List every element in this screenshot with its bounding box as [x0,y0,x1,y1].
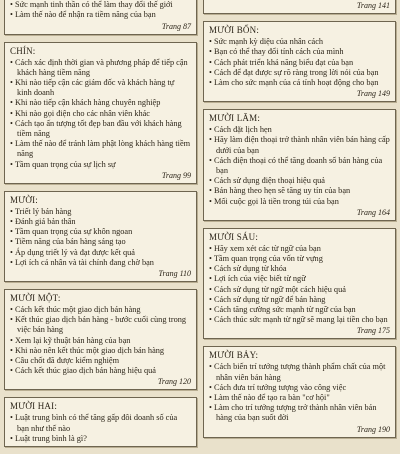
chapter-item: • Khi nào gọi điện cho các nhân viên khác [10,109,191,119]
page-number: Trang 87 [10,22,191,32]
page-number: Trang 141 [209,1,390,11]
chapter-item: • Lợi ích của việc biết từ ngữ [209,274,390,284]
chapter-item: • Tầm quan trọng của sự lịch sự [10,160,191,170]
chapter-box [4,42,197,184]
chapter-heading: MƯỜI SÁU: [209,232,390,243]
chapter-item: • Cách kết thúc một giao dịch bán hàng [10,305,191,315]
chapter-item: • Bán hàng theo hẹn sẽ tăng uy tín của bạn [209,186,390,196]
chapter-item-list [10,305,191,376]
chapter-item: • Cách điện thoại có thể tăng doanh số bán hàng của bạn [209,156,390,176]
chapter-item: • Làm cho sức mạnh của cá tính hoạt động cho bạn [209,78,390,88]
page-number: Trang 149 [209,89,390,99]
chapter-item: • Cách sử dụng từ ngữ một cách hiệu quả [209,285,390,295]
page-number: Trang 164 [209,208,390,218]
chapter-item: • Mối cuộc gọi là tiền trong túi của bạn [209,197,390,207]
chapter-item: • Cách xác định thời gian và phương pháp để tiếp cận khách hàng tiềm năng [10,58,191,78]
chapter-item: • Sức mạnh kỳ diệu của nhân cách [209,37,390,47]
chapter-item-list [10,58,191,170]
chapter-box [203,228,396,340]
chapter-box [4,0,197,35]
chapter-item: • Bạn có thể thay đổi tính cách của mình [209,47,390,57]
chapter-item: • Cách đưa trí tưởng tượng vào công việc [209,383,390,393]
page-number: Trang 190 [209,425,390,435]
chapter-item: • Khi nào tiếp cận các giám đốc và khách hàng tự kinh doanh [10,78,191,98]
chapter-box [4,397,197,447]
chapter-item: • Làm cho trí tưởng tượng trở thành nhân viên bán hàng của bạn suốt đời [209,403,390,423]
chapter-item: • Làm thế nào để nhận ra tiềm năng của bạn [10,10,191,20]
chapter-item-list [209,244,390,326]
chapter-box [203,109,396,221]
chapter-item: • Lợi ích cá nhân và tài chính đang chờ bạn [10,258,191,268]
chapter-item: • Cách tạo ấn tượng tốt đẹp ban đầu với khách hàng tiềm năng [10,119,191,139]
chapter-item: • Luật trung bình là gì? [10,434,191,444]
chapter-heading: MƯỜI HAI: [10,401,191,412]
page-number: Trang 120 [10,377,191,387]
chapter-item: • Kết thúc giao dịch bán hàng - bước cuối cùng trong việc bán hàng [10,315,191,335]
chapter-item: • Làm thế nào để tạo ra bàn "cơ hội" [209,393,390,403]
chapter-item: • Triết lý bán hàng [10,207,191,217]
chapter-item: • Khi nào nên kết thúc một giao dịch bán hàng [10,346,191,356]
chapter-item: • Cách sử dụng điện thoại hiệu quả [209,176,390,186]
chapter-heading: MƯỜI BỐN: [209,25,390,36]
chapter-item: • Cách sử dụng từ ngữ để bán hàng [209,295,390,305]
chapter-item: • Xem lại kỹ thuật bán hàng của bạn [10,336,191,346]
chapter-item-list [10,413,191,444]
chapter-item: • Cách biến trí tưởng tượng thành phẩm chất của một nhân viên bán hàng [209,362,390,382]
chapter-item: • Khi nào tiếp cận khách hàng chuyên nghiệp [10,98,191,108]
chapter-item: • Cách thúc sức mạnh từ ngữ sẽ mang lại tiền cho bạn [209,315,390,325]
chapter-item-list [10,207,191,268]
page-number: Trang 110 [10,269,191,279]
chapter-item-list [209,37,390,88]
chapter-item: • Cách tăng cường sức mạnh từ ngữ của bạn [209,305,390,315]
chapter-item: • Tầm quan trọng của vốn từ vựng [209,254,390,264]
chapter-item: • Hãy làm điện thoại trở thành nhân viên bán hàng cấp dưới của bạn [209,135,390,155]
chapter-heading: MƯỜI MỘT: [10,293,191,304]
chapter-box [203,21,396,102]
chapter-item: • Cách sử dụng từ khóa [209,264,390,274]
chapter-item: • Tiềm năng của bán hàng sáng tạo [10,237,191,247]
chapter-box [203,346,396,437]
chapter-item: • Áp dụng triết lý và đạt được kết quả [10,248,191,258]
chapter-item: • Đánh giá bản thân [10,217,191,227]
page-number: Trang 99 [10,171,191,181]
chapter-item: • Cách kết thúc giao dịch bán hàng hiệu quả [10,366,191,376]
chapter-heading: MƯỜI LĂM: [209,113,390,124]
chapter-heading: CHÍN: [10,46,191,57]
chapter-item: • Hãy xem xét các từ ngữ của bạn [209,244,390,254]
chapter-item: • Cách để đạt được sự rõ ràng trong lời nói của bạn [209,68,390,78]
chapter-item: • Tầm quan trọng của sự khôn ngoan [10,227,191,237]
chapter-heading: MƯỜI: [10,195,191,206]
chapter-box [203,0,396,14]
chapter-item: • Cách phát triển khả năng biểu đạt của bạn [209,58,390,68]
chapter-item: • Luật trung bình có thể tăng gấp đôi doanh số của bạn như thế nào [10,413,191,433]
right-column [203,0,396,445]
chapter-item: • Cách đặt lịch hẹn [209,125,390,135]
page-number: Trang 175 [209,326,390,336]
chapter-item-list [209,362,390,423]
chapter-item: • Làm thế nào để tránh làm phật lòng khách hàng tiềm năng [10,139,191,159]
chapter-box [4,289,197,390]
chapter-box [4,191,197,282]
chapter-item-list [209,125,390,207]
left-column [4,0,197,454]
chapter-item: • Sức mạnh tinh thần có thể làm thay đổi thế giới [10,0,191,10]
chapter-item: • Câu chốt đã được kiểm nghiệm [10,356,191,366]
chapter-heading: MƯỜI BẢY: [209,350,390,361]
chapter-item-list [10,0,191,21]
